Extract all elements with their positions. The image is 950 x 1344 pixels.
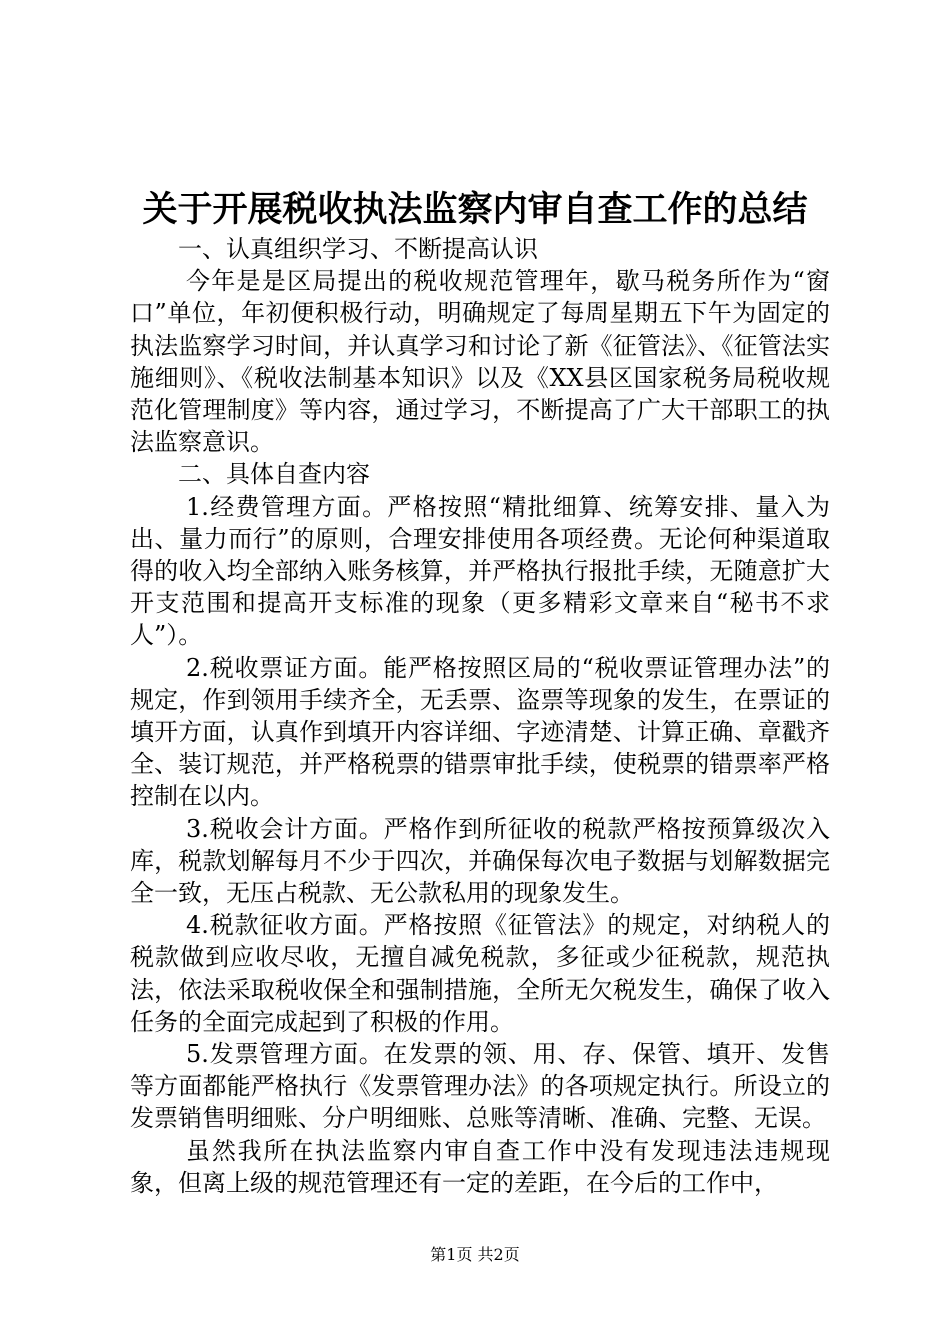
document-title: 关于开展税收执法监察内审自查工作的总结 <box>142 190 808 230</box>
paragraph-item-5: 5.发票管理方面。在发票的领、用、存、保管、填开、发售等方面都能严格执行《发票管理办法》的各项规定执行。所设立的发票销售明细账、分户明细账、总账等清晰、准确、完整、无误。 <box>130 1040 830 1133</box>
page-footer: 第1页 共2页 <box>430 1245 520 1264</box>
section-heading-1: 一、认真组织学习、不断提高认识 <box>178 235 538 263</box>
section-heading-2: 二、具体自查内容 <box>178 460 370 489</box>
document-body <box>130 233 830 1199</box>
paragraph-item-4: 4.税款征收方面。严格按照《征管法》的规定，对纳税人的税款做到应收尽收，无擅自减免税款，多征或少征税款，规范执法，依法采取税收保全和强制措施，全所无欠税发生，确保了收入任务的全面完成起到了积极的作用。 <box>130 911 830 1036</box>
paragraph-closing: 虽然我所在执法监察内审自查工作中没有发现违法违规现象，但离上级的规范管理还有一定的差距，在今后的工作中， <box>130 1136 830 1197</box>
paragraph-intro: 今年是是区局提出的税收规范管理年，歇马税务所作为“窗口”单位，年初便积极行动，明确规定了每周星期五下午为固定的执法监察学习时间，并认真学习和讨论了新《征管法》、《征管法实施细则》、《税收法制基本知识》以及《XX县区国家税务局税收规范化管理制度》等内容，通过学习，不断提高了广大干部职工的执法监察意识。 <box>130 267 830 457</box>
paragraph-item-3: 3.税收会计方面。严格作到所征收的税款严格按预算级次入库，税款划解每月不少于四次，并确保每次电子数据与划解数据完全一致，无压占税款、无公款私用的现象发生。 <box>130 814 830 908</box>
paragraph-item-2: 2.税收票证方面。能严格按照区局的“税收票证管理办法”的规定，作到领用手续齐全，无丢票、盗票等现象的发生，在票证的填开方面，认真作到填开内容详细、字迹清楚、计算正确、章戳齐全、装订规范，并严格税票的错票审批手续，使税票的错票率严格控制在以内。 <box>130 653 830 811</box>
paragraph-item-1: 1.经费管理方面。严格按照“精批细算、统筹安排、量入为出、量力而行”的原则，合理安排使用各项经费。无论何种渠道取得的收入均全部纳入账务核算，并严格执行报批手续，无随意扩大开支范围和提高开支标准的现象（更多精彩文章来自“秘书不求人”）。 <box>130 492 830 650</box>
